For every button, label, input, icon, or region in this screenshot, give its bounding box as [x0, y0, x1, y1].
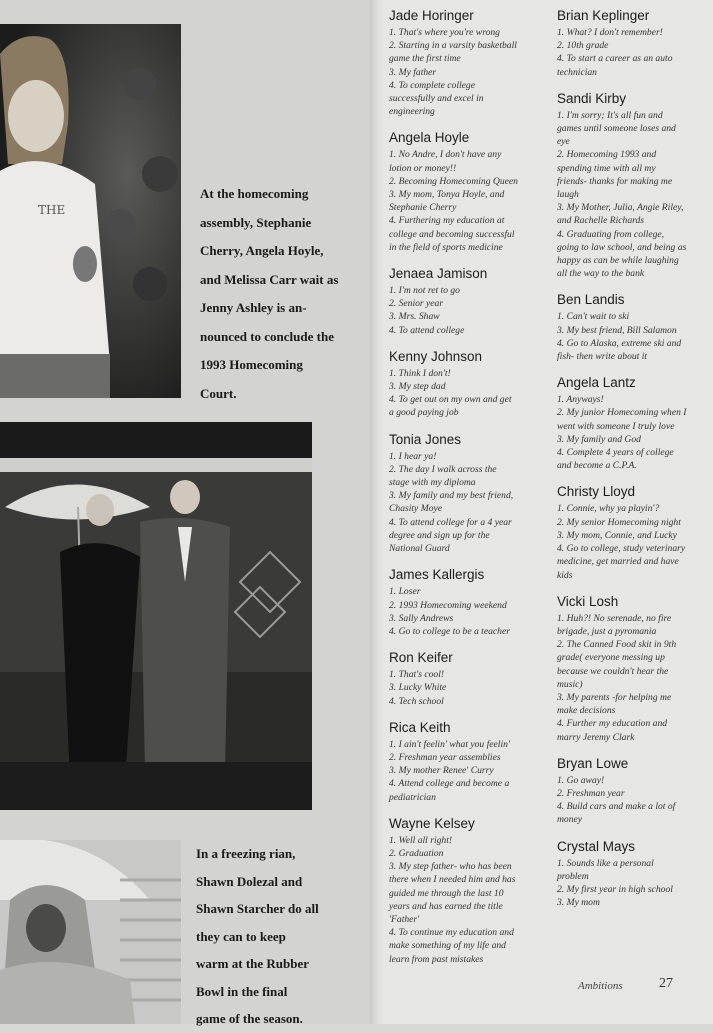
photo-rain-spectator [0, 840, 181, 1024]
student-name: James Kallergis [389, 567, 485, 583]
caption-line: Bowl in the final [196, 983, 288, 999]
answer-line: a good paying job [389, 407, 459, 419]
caption-line: 1993 Homecoming [200, 357, 303, 372]
student-entry [389, 349, 549, 420]
page-gutter [370, 0, 384, 1024]
answer-line: 2. My junior Homecoming when I [557, 407, 687, 419]
answer-line: 4. To start a career as an auto [557, 53, 673, 65]
student-entry [389, 650, 549, 708]
svg-text:THE: THE [38, 203, 66, 217]
answer-line: 2. 10th grade [557, 40, 609, 52]
answer-line: 3. My mother Renee' Curry [389, 765, 494, 777]
student-entry [557, 8, 711, 79]
student-entry [389, 816, 549, 966]
answer-line: 1. Can't wait to ski [557, 311, 630, 323]
answer-line: music) [557, 678, 583, 690]
student-entry [557, 484, 711, 581]
answer-line: 4. To get out on my own and get [389, 394, 512, 406]
answer-line: National Guard [389, 543, 450, 555]
student-entry [389, 432, 549, 556]
caption-homecoming-assembly [200, 180, 360, 408]
answer-line: 2. Freshman year [557, 787, 625, 799]
answer-line: 3. My step dad [389, 381, 446, 393]
answer-line: 4. To complete college [389, 79, 475, 91]
answer-line: kids [557, 569, 573, 581]
answer-line: going to law school, and being as [557, 241, 687, 253]
caption-line: Court. [200, 385, 237, 401]
answer-line: 3. My parents -for helping me [557, 691, 672, 703]
answer-line: 4. Tech school [389, 695, 444, 707]
answer-line: 1. Connie, why ya playin'? [557, 503, 660, 515]
answer-line: friends- thanks for making me [557, 175, 673, 187]
answer-line: 'Father' [389, 913, 420, 925]
student-name: Ben Landis [557, 292, 625, 308]
ambitions-column-right [557, 8, 711, 921]
answer-line: 1. I'm not ret to go [389, 285, 460, 297]
student-entry [557, 292, 711, 363]
student-entry [557, 756, 711, 827]
answer-line: guided me through the last 10 [389, 887, 504, 899]
answer-line: happy as can be while laughing [557, 255, 679, 267]
answer-line: went with someone I truly love [557, 420, 675, 432]
student-name: Kenny Johnson [389, 348, 483, 364]
student-name: Ron Keifer [389, 650, 453, 666]
answer-line: 4. Build cars and make a lot of [557, 801, 676, 813]
student-entry [389, 130, 549, 254]
answer-line: 3. My father [389, 66, 437, 78]
answer-line: 2. Senior year [389, 298, 444, 310]
answer-line: 1. I'm sorry; It's all fun and [557, 109, 663, 121]
answer-line: 4. To attend college [389, 324, 465, 336]
answer-line: 1. I ain't feelin' what you feelin' [389, 738, 510, 750]
answer-line: all the way to the bank [557, 268, 645, 280]
answer-line: 4. Graduating from college, [557, 228, 665, 240]
answer-line: marry Jeremy Clark [557, 731, 635, 743]
caption-line: Jenny Ashley is an- [200, 300, 307, 315]
answer-line: 4. Go to Alaska, extreme ski and [557, 337, 682, 349]
answer-line: 2. Freshman year assemblies [389, 751, 501, 763]
answer-line: 4. Complete 4 years of college [557, 447, 674, 459]
student-name: Brian Keplinger [557, 8, 650, 23]
student-name: Tonia Jones [389, 431, 462, 447]
answer-line: 4. To continue my education and [389, 927, 514, 939]
answer-line: 4. To attend college for a 4 year [389, 516, 512, 528]
answer-line: 2. The day I walk across the [389, 463, 497, 475]
student-entry [557, 594, 711, 744]
student-entry [389, 567, 549, 638]
answer-line: 3. Lucky White [389, 682, 447, 694]
answer-line: 1. Anyways! [557, 394, 604, 406]
caption-line: nounced to conclude the [200, 328, 334, 344]
answer-line: eye [557, 136, 570, 148]
answer-line: in the field of sports medicine [389, 241, 503, 253]
answer-line: 1. I hear ya! [389, 450, 437, 462]
answer-line: Stephanie Cherry [389, 202, 457, 214]
student-name: Vicki Losh [557, 593, 619, 609]
caption-line: Shawn Starcher do all [196, 901, 319, 916]
answer-line: 1. What? I don't remember! [557, 27, 663, 38]
answer-line: 1. No Andre, I don't have any [389, 149, 502, 161]
answer-line: 3. My best friend, Bill Salamon [557, 324, 677, 336]
answer-line: 4. Attend college and become a [389, 778, 510, 790]
student-entry [389, 8, 549, 118]
answer-line: make something of my life and [389, 940, 506, 952]
student-name: Rica Keith [389, 719, 451, 735]
student-entry [557, 375, 711, 472]
answer-line: degree and sign up for the [389, 529, 490, 541]
answer-line: 4. Further my education and [557, 718, 668, 730]
caption-line: warm at the Rubber [196, 956, 310, 971]
student-name: Angela Hoyle [389, 130, 470, 146]
answer-line: and become a C.P.A. [557, 460, 637, 472]
answer-line: 3. My mom [557, 897, 600, 909]
answer-line: game the first time [389, 53, 461, 65]
answer-line: make decisions [557, 705, 616, 717]
student-entry [557, 839, 711, 910]
answer-line: 2. Starting in a varsity basketball [389, 40, 517, 52]
caption-rubber-bowl [196, 840, 366, 1033]
answer-line: 3. My family and God [557, 433, 641, 445]
answer-line: spending time with all my [557, 162, 656, 174]
student-name: Angela Lantz [557, 375, 636, 391]
answer-line: 3. My mom, Tonya Hoyle, and [389, 189, 505, 201]
answer-line: 2. Graduation [389, 847, 444, 859]
answer-line: successfully and excel in [389, 93, 484, 105]
answer-line: 3. Sally Andrews [389, 612, 454, 624]
answer-line: laugh [557, 189, 579, 201]
caption-line: assembly, Stephanie [200, 214, 312, 230]
answer-line: lotion or money!! [389, 162, 457, 174]
student-entry [389, 720, 549, 804]
student-name: Christy Lloyd [557, 484, 636, 500]
answer-line: games until someone loses and [557, 123, 676, 135]
answer-line: 1. Well all right! [389, 834, 453, 846]
answer-line: 1. That's cool! [389, 669, 445, 681]
answer-line: 2. My senior Homecoming night [557, 516, 681, 528]
student-entry [557, 91, 711, 281]
answer-line: technician [557, 66, 597, 78]
answer-line: 3. My family and my best friend, [389, 490, 514, 502]
caption-line: game of the season. [196, 1011, 303, 1026]
answer-line: 2. Homecoming 1993 and [557, 149, 657, 161]
answer-line: college and becoming successful [389, 228, 515, 240]
student-name: Bryan Lowe [557, 755, 629, 771]
answer-line: learn from past mistakes [389, 953, 484, 965]
caption-line: Shawn Dolezal and [196, 873, 303, 889]
answer-line: and Rachelle Richards [557, 215, 645, 227]
answer-line: 1. Go away! [557, 774, 605, 786]
answer-line: 2. Becoming Homecoming Queen [389, 175, 518, 187]
caption-line: At the homecoming [200, 186, 309, 201]
student-name: Jenaea Jamison [389, 266, 488, 282]
student-name: Crystal Mays [557, 838, 636, 854]
photo-homecoming-assembly [0, 24, 181, 398]
answer-line: 4. Go to college to be a teacher [389, 625, 510, 637]
answer-line: 4. Go to college, study veterinary [557, 543, 686, 555]
answer-line: brigade, just a pyromania [557, 625, 657, 637]
student-name: Sandi Kirby [557, 90, 627, 106]
answer-line: there when I needed him and has [389, 874, 516, 886]
answer-line: 1. Think I don't! [389, 367, 451, 379]
student-name: Wayne Kelsey [389, 815, 475, 831]
answer-line: stage with my diploma [389, 477, 476, 489]
answer-line: 3. My mom, Connie, and Lucky [557, 529, 677, 541]
answer-line: 1. Huh?! No serenade, no fire [557, 612, 672, 624]
answer-line: because we couldn't hear the [557, 665, 669, 677]
answer-line: engineering [389, 106, 435, 118]
answer-line: 3. My step father- who has been [389, 861, 512, 873]
answer-line: fish- then write about it [557, 351, 648, 363]
answer-line: medicine, get married and have [557, 556, 679, 568]
caption-line: In a freezing rian, [196, 846, 296, 861]
caption-line: and Melissa Carr wait as [200, 271, 339, 287]
answer-line: problem [557, 870, 589, 882]
answer-line: 3. Mrs. Shaw [389, 311, 440, 323]
answer-line: money [557, 814, 583, 826]
answer-line: 1. That's where you're wrong [389, 27, 500, 38]
page-number: 27 [659, 976, 673, 991]
answer-line: pediatrician [389, 791, 436, 803]
answer-line: Chasity Moye [389, 503, 443, 515]
caption-line: they can to keep [196, 928, 286, 944]
photo-homecoming-court-couple [0, 422, 312, 810]
student-name: Jade Horinger [389, 8, 474, 23]
caption-line: Cherry, Angela Hoyle, [200, 243, 324, 258]
answer-line: 2. My first year in high school [557, 883, 673, 895]
answer-line: grade( everyone messing up [557, 652, 665, 664]
ambitions-column-left [389, 8, 549, 978]
answer-line: 1. Sounds like a personal [557, 857, 654, 869]
answer-line: 2. The Canned Food skit in 9th [557, 639, 677, 651]
footer-section-label: Ambitions [578, 980, 623, 992]
answer-line: 2. 1993 Homecoming weekend [389, 599, 507, 611]
student-entry [389, 266, 549, 337]
answer-line: 3. My Mother, Julia, Angie Riley, [557, 202, 684, 214]
answer-line: years and has earned the title [389, 900, 503, 912]
answer-line: 4. Furthering my education at [389, 215, 505, 227]
answer-line: 1. Loser [389, 586, 421, 598]
